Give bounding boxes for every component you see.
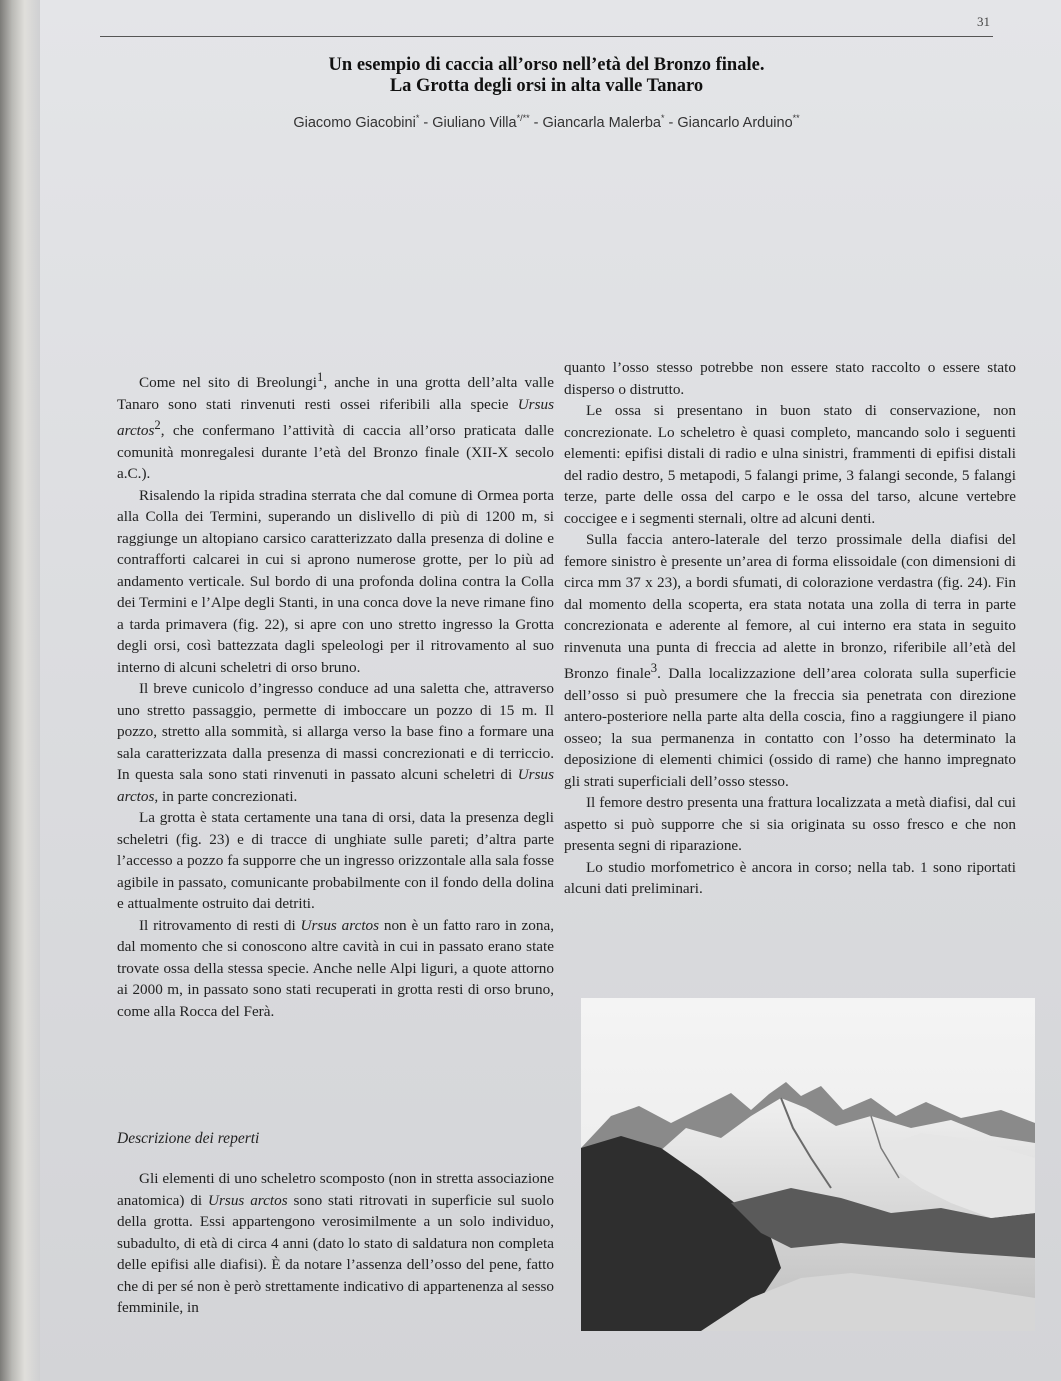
author-mark: * xyxy=(415,113,420,123)
paragraph: La grotta è stata certamente una tana di orsi, data la presenza degli scheletri (fig. 23) e di tracce di unghiate sulle pareti; d’altra parte l’accesso a pozzo fa supporre che un ingresso orizzontale alla sala fosse agibile in passato, comunicante probabilmente con il fondo della dolina e attualmente ostruito dai detriti. xyxy=(117,809,554,913)
title-line-1: Un esempio di caccia all’orso nell’età del Bronzo finale. xyxy=(328,55,765,75)
text-run: Gli elementi di uno scheletro scomposto (non in stretta associazione anatomica) di xyxy=(117,1170,554,1209)
species-name: Ursus arctos xyxy=(117,395,554,440)
title-line-2: La Grotta degli orsi in alta valle Tanaro xyxy=(389,76,704,96)
species-name: Ursus arctos xyxy=(117,766,554,805)
author-mark: ** xyxy=(792,113,800,123)
left-column xyxy=(117,367,554,1022)
author-separator: - xyxy=(664,114,678,131)
author-name: Giuliano Villa xyxy=(432,114,517,131)
text-run: Il ritrovamento di resti di xyxy=(139,916,301,934)
paragraph xyxy=(117,367,554,485)
header-rule xyxy=(100,36,993,37)
species-name: Ursus arctos xyxy=(300,916,380,934)
text-run: , anche in una grotta dell’alta valle Tanaro sono stati rinvenuti resti ossei riferibili alla specie xyxy=(117,374,554,413)
author-mark: */** xyxy=(516,113,530,123)
mountain-photo-icon xyxy=(581,998,1035,1331)
article-title xyxy=(100,55,993,97)
text-run: Come nel sito di Breolungi xyxy=(139,374,318,392)
author-mark: * xyxy=(660,113,665,123)
page-number: 31 xyxy=(977,14,990,29)
paragraph: Risalendo la ripida stradina sterrata che dal comune di Ormea porta alla Colla dei Termini, superando un dislivello di più di 1200 m, si raggiunge un altopiano carsico caratterizzato dalla presenza di doline e contrafforti calcarei in cui si aprono numerose grotte, per lo più ad andamento verticale. Sul bordo di una profonda dolina contra la Colla dei Termini e l’Alpe degli Stanti, in una conca dove la neve rimane fino a tarda primavera (fig. 22), si apre con uno stretto ingresso la Grotta degli orsi, così battezzata dagli speleologi per il ritrovamento al suo interno di alcuni scheletri di orso bruno. xyxy=(117,486,554,676)
text-run: Sulla faccia antero-laterale del terzo prossimale della diafisi del femore sinistro è presente un’area di forma elissoidale (con dimensioni di circa mm 37 x 23), a bordi sfumati, di colorazione verdastra (fig. 24). Fin dal momento della scoperta, era stata notata una zolla di terra in parte concrezionata e aderente al femore, al cui interno era stata in seguito rinvenuta una punta di freccia ad alette in bronzo, riferibile all’età del Bronzo finale xyxy=(564,531,1016,683)
text-run: , in parte concrezionati. xyxy=(154,787,298,805)
paragraph: Lo studio morfometrico è ancora in corso; nella tab. 1 sono riportati alcuni dati preliminari. xyxy=(564,858,1016,898)
footnote-ref: 1 xyxy=(317,370,324,384)
right-column xyxy=(564,357,1016,900)
paragraph: Il femore destro presenta una frattura localizzata a metà diafisi, dal cui aspetto si può supporre che si sia originata su osso fresco e che non presenta segni di riparazione. xyxy=(564,794,1016,855)
author-name: Giancarlo Arduino xyxy=(677,114,793,131)
book-spine-shadow xyxy=(0,0,40,1381)
text-run: . Dalla localizzazione dell’area colorata sulla superficie dell’osso si può presumere che la freccia sia penetrata con direzione antero-posteriore nella parte alta della coscia, fino a raggiungere il piano osseo; la sua permanenza in contatto con l’osso ha determinato la deposizione di elementi chimici (ossido di rame) che hanno impregnato gli strati superficiali dell’osso stesso. xyxy=(564,665,1016,790)
author-separator: - xyxy=(419,114,433,131)
section-heading: Descrizione dei reperti xyxy=(117,1130,260,1147)
author-list xyxy=(100,113,993,131)
author-separator: - xyxy=(529,114,543,131)
text-run: Il breve cunicolo d’ingresso conduce ad una saletta che, attraverso uno stretto passaggio, permette di imboccare un pozzo di 15 m. Il pozzo, stretto alla sommità, si allarga verso la base fino a formare una sala caratterizzata dalla presenza di massi concrezionati e di terriccio. In questa sala sono stati rinvenuti in passato alcuni scheletri di xyxy=(117,680,554,784)
paragraph xyxy=(117,915,554,1023)
paragraph xyxy=(117,1168,554,1319)
mountain-landscape-photo xyxy=(581,998,1035,1331)
species-name: Ursus arctos xyxy=(208,1191,288,1209)
footnote-ref: 2 xyxy=(154,418,161,433)
paragraph xyxy=(564,529,1016,792)
text-run: non è un fatto raro in zona, dal momento che si conoscono altre cavità in cui in passato erano state trovate ossa della stessa specie. Anche nelle Alpi liguri, a quote attorno ai 2000 m, in passato sono stati recuperati in grotta resti di orso bruno, come alla Rocca del Ferà. xyxy=(117,916,554,1020)
paragraph: quanto l’osso stesso potrebbe non essere stato raccolto o essere stato disperso o distrutto. xyxy=(564,359,1016,398)
paragraph xyxy=(117,678,554,807)
paragraph: Le ossa si presentano in buon stato di conservazione, non concrezionate. Lo scheletro è quasi completo, mancando solo i seguenti elementi: epifisi distali di radio e ulna sinistri, frammenti di epifisi distali del radio destro, 5 metapodi, 5 falangi prime, 3 falangi seconde, 5 falangi terze, parte delle ossa del carpo e le ossa del tarso, alcune vertebre coccigee e i segmenti sternali, oltre ad alcuni denti. xyxy=(564,402,1016,527)
description-paragraph xyxy=(117,1168,554,1319)
author-name: Giacomo Giacobini xyxy=(293,114,416,131)
author-name: Giancarla Malerba xyxy=(542,114,661,131)
text-run: , che confermano l’attività di caccia all’orso praticata dalle comunità monregalesi durante l’età del Bronzo finale (XII-X secolo a.C.). xyxy=(117,422,554,483)
text-run: sono stati ritrovati in superficie sul suolo della grotta. Essi appartengono verosimilmente a un solo individuo, subadulto, di età di circa 4 anni (dato lo stato di saldatura non completa delle epifisi alle diafisi). È da notare l’assenza dell’osso del pene, fatto che di per sé non è però strettamente indicativo di appartenenza al sesso femminile, in xyxy=(117,1191,554,1316)
footnote-ref: 3 xyxy=(650,661,658,675)
